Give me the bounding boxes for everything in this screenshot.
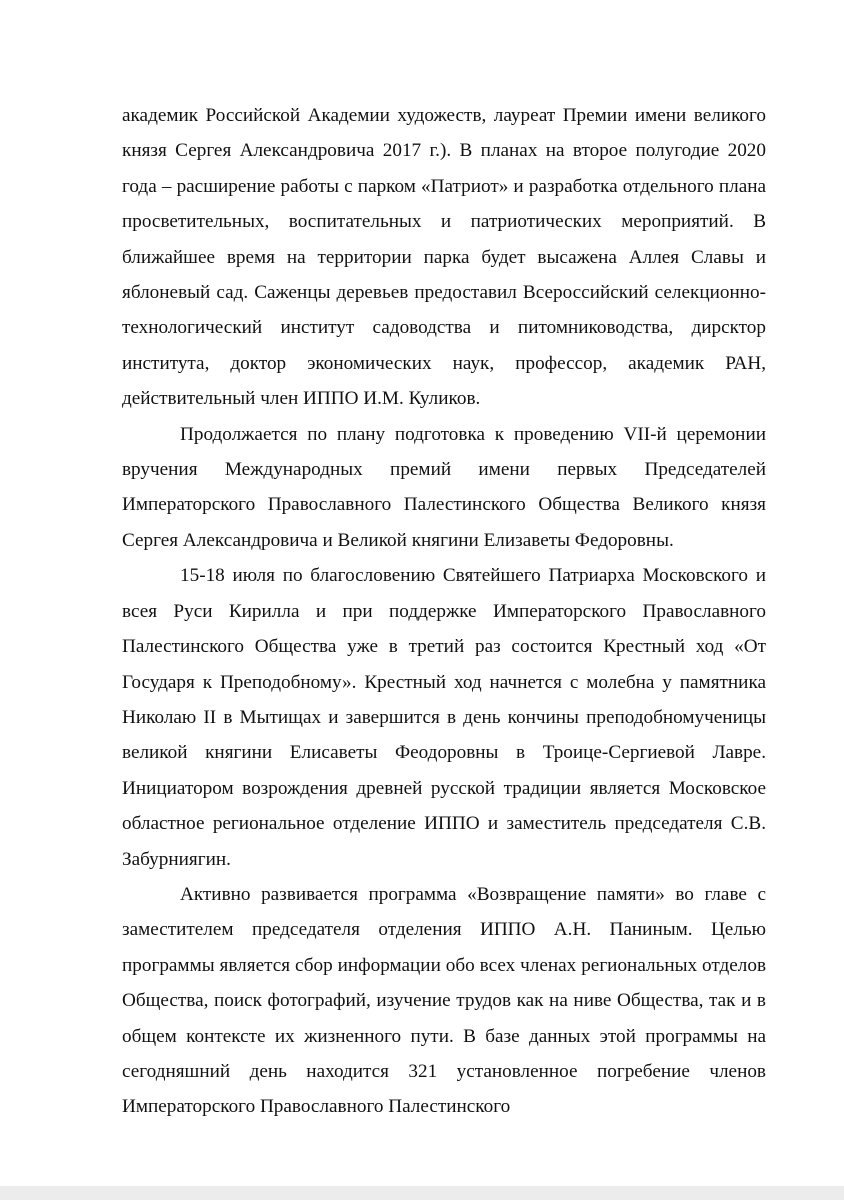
page-bottom-edge [0, 1186, 844, 1200]
paragraph-1: академик Российской Академии художеств, лауреат Премии имени великого князя Сергея Александровича 2017 г.). В планах на второе полугодие 2020 года – расширение работы с парком «Патриот» и разработка отдельного плана просветительных, воспитательных и патриотических мероприятий. В ближайшее время на территории парка будет высажена Аллея Славы и яблоневый сад. Саженцы деревьев предоставил Всероссийский селекционно-технологический институт садоводства и питомниководства, дирсктор института, доктор экономических наук, профессор, академик РАН, действительный член ИППО И.М. Куликов. [122, 105, 766, 410]
paragraph-4: Активно развивается программа «Возвращение памяти» во главе с заместителем председателя отделения ИППО А.Н. Паниным. Целью программы является сбор информации обо всех членах региональных отделов Общества, поиск фотографий, изучение трудов как на ниве Общества, так и в общем контексте их жизненного пути. В базе данных этой программы на сегодняшний день находится 321 установленное погребение членов Императорского Православного Палестинского [122, 883, 766, 1118]
paragraph-2: Продолжается по плану подготовка к проведению VII-й церемонии вручения Международных премий имени первых Председателей Императорского Православного Палестинского Общества Великого князя Сергея Александровича и Великой княгини Елизаветы Федоровны. [122, 423, 766, 551]
paragraph-3: 15-18 июля по благословению Святейшего Патриарха Московского и всея Руси Кирилла и при поддержке Императорского Православного Палестинского Общества уже в третий раз состоится Крестный ход «От Государя к Преподобному». Крестный ход начнется с молебна у памятника Николаю II в Мытищах и завершится в день кончины преподобномученицы великой княгини Елисаветы Феодоровны в Троице-Сергиевой Лавре. Инициатором возрождения древней русской традиции является Московское областное региональное отделение ИППО и заместитель председателя С.В. Забурниягин. [122, 565, 766, 870]
document-body [122, 98, 766, 1125]
